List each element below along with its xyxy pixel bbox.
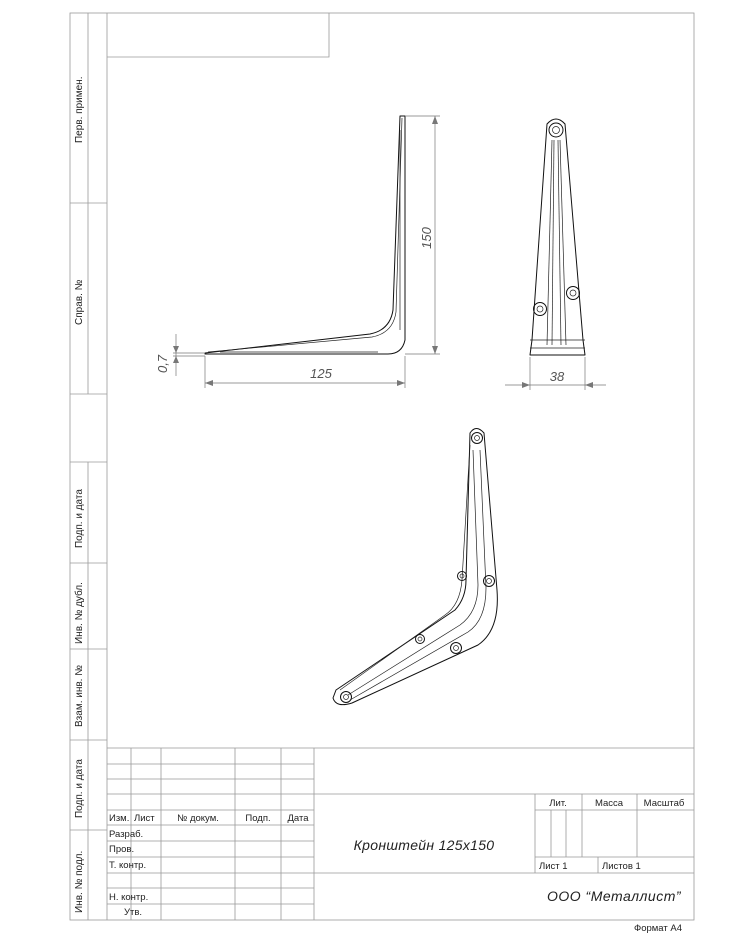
role-n-kontr: Н. контр. xyxy=(109,892,149,903)
side-label-perv-primen: Перв. примен. xyxy=(74,76,85,143)
side-label-vzam-inv: Взам. инв. № xyxy=(74,665,85,727)
dimension-width xyxy=(505,357,606,390)
header-data: Дата xyxy=(287,813,309,824)
side-label-inv-dubl: Инв. № дубл. xyxy=(74,582,85,644)
role-utv: Утв. xyxy=(124,907,143,918)
dimension-height-value: 150 xyxy=(419,227,434,249)
header-list: Лист xyxy=(134,813,155,824)
dimension-width-value: 38 xyxy=(549,369,565,384)
side-label-sprav-no: Справ. № xyxy=(74,279,85,325)
front-view xyxy=(205,116,405,354)
sheets-total: Листов 1 xyxy=(602,861,641,872)
isometric-view xyxy=(333,429,497,705)
massa-label: Масса xyxy=(594,798,624,809)
dimension-thickness xyxy=(155,334,205,376)
dimension-thickness-value: 0,7 xyxy=(155,354,170,374)
header-izm: Изм. xyxy=(109,813,130,824)
header-podp: Подп. xyxy=(245,813,271,824)
designation-title: Кронштейн 125х150 xyxy=(353,837,495,853)
role-t-kontr: Т. контр. xyxy=(109,860,147,871)
dimension-length xyxy=(205,356,405,388)
side-label-podp-data-2: Подп. и дата xyxy=(74,759,85,818)
side-label-podp-data-1: Подп. и дата xyxy=(74,489,85,548)
dimension-length-value: 125 xyxy=(310,366,332,381)
format-label: Формат А4 xyxy=(633,923,682,933)
organization-name: ООО “Металлист” xyxy=(546,888,682,904)
role-razrab: Разраб. xyxy=(109,829,144,840)
dimension-height xyxy=(405,116,440,354)
sheet-number: Лист 1 xyxy=(539,861,568,872)
end-view xyxy=(530,119,585,355)
sheet-frame xyxy=(70,13,694,920)
side-label-inv-podl: Инв. № подл. xyxy=(74,850,85,913)
lit-label: Лит. xyxy=(549,798,567,809)
masshtab-label: Масштаб xyxy=(643,798,685,809)
header-no-dokum: № докум. xyxy=(177,813,219,824)
role-prov: Пров. xyxy=(109,844,135,855)
